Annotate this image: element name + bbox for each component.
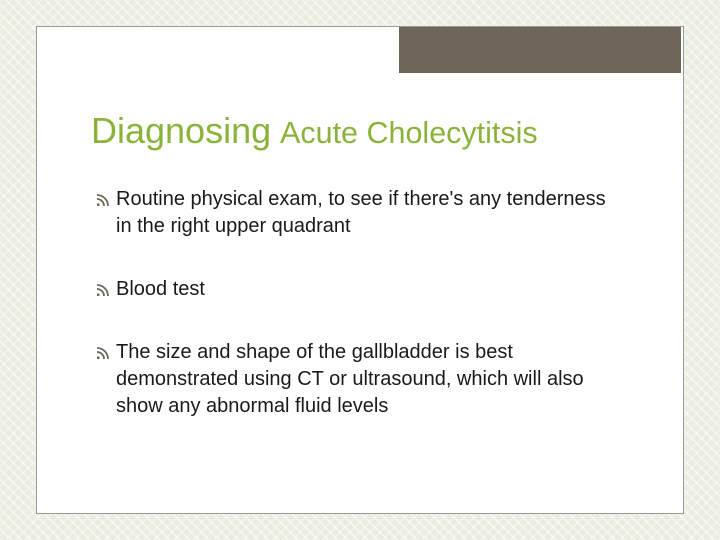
slide-title-part-1: Diagnosing bbox=[91, 110, 272, 151]
wifi-signal-bullet-icon bbox=[97, 346, 112, 359]
bullet-text: The size and shape of the gallbladder is best demonstrated using CT or ultrasound, which will also show any abnormal fluid levels bbox=[116, 341, 584, 417]
header-accent-bar bbox=[399, 27, 681, 73]
slide-title-part-2: Acute Cholecytitsis bbox=[280, 116, 538, 150]
wifi-signal-bullet-icon bbox=[97, 283, 112, 296]
bullet-text: Blood test bbox=[116, 278, 205, 300]
bullet-list bbox=[97, 186, 617, 420]
bullet-text: Routine physical exam, to see if there's any tenderness in the right upper quadrant bbox=[116, 188, 606, 237]
bullet-item bbox=[97, 276, 617, 303]
bullet-item bbox=[97, 186, 617, 240]
slide-title bbox=[91, 111, 538, 151]
wifi-signal-bullet-icon bbox=[97, 193, 112, 206]
bullet-item bbox=[97, 339, 617, 420]
